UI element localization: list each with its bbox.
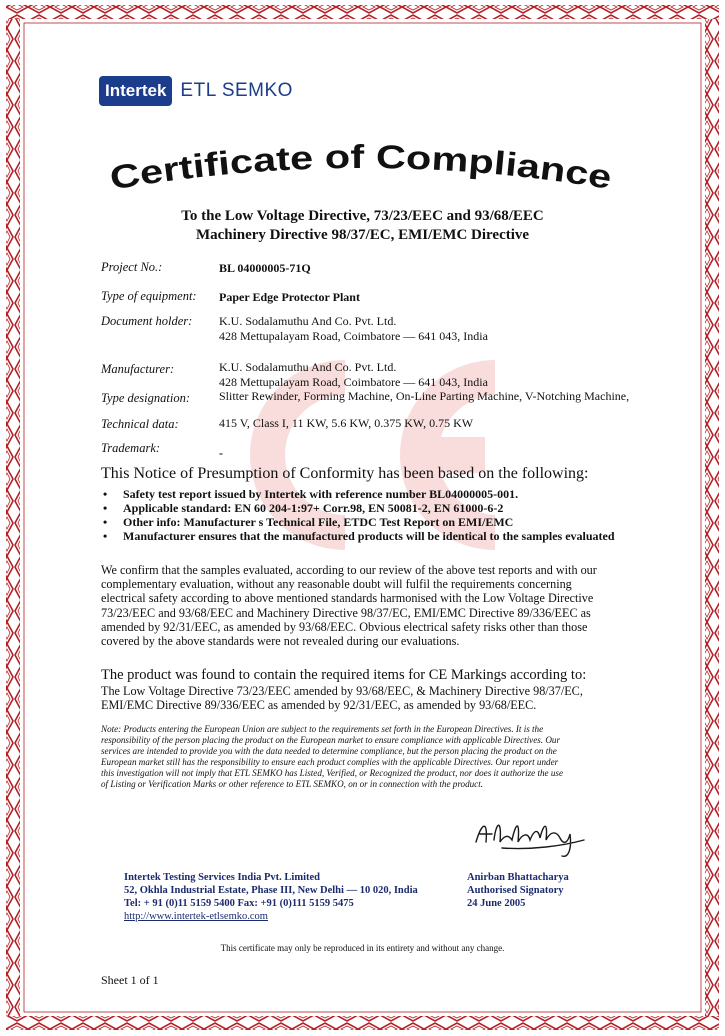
note-line: responsibility of the person placing the product on the European market to ensure compliance with applicable Directives. Our (101, 735, 560, 745)
basis-item: • Applicable standard: EN 60 204-1:97+ Corr.98, EN 50081-2, EN 61000-6-2 (101, 501, 661, 515)
ce-marking-line: The Low Voltage Directive 73/23/EEC amended by 93/68/EEC, & Machinery Directive 98/37/EC, (101, 684, 583, 698)
basis-item: • Safety test report issued by Intertek with reference number BL04000005-001. (101, 487, 661, 501)
confirmation-line: 73/23/EEC and 93/68/EEC and Machinery Directive 98/37/EC, EMI/EMC Directive 89/336/EEC as (101, 605, 591, 620)
signatory-name: Anirban Bhattacharya (467, 872, 569, 883)
logo-sub: ETL SEMKO (180, 80, 293, 101)
confirmation-line: electrical safety according to above mentioned standards harmonised with the Low Voltage Directive (101, 591, 594, 606)
legal-note (101, 724, 626, 790)
note-line: Note: Products entering the European Union are subject to the requirements set forth in the European Directives. It is the (101, 724, 544, 734)
basis-list (101, 487, 661, 543)
manufacturer-name: K.U. Sodalamuthu And Co. Pvt. Ltd. (219, 360, 397, 374)
intertek-logo (99, 76, 293, 106)
note-line: European market still has the responsibility to ensure each product complies with the applicable Directives. Our report under (101, 757, 559, 767)
signatory-block (467, 871, 569, 910)
reproduction-notice: This certificate may only be reproduced in its entirety and without any change. (220, 943, 505, 953)
handwritten-signature (472, 812, 592, 862)
field-value-equipment: Paper Edge Protector Plant (219, 290, 360, 304)
ce-marking-line: EMI/EMC Directive 89/336/EEC as amended by 92/31/EEC, as amended by 93/68/EEC. (101, 698, 537, 713)
confirmation-line: complementary evaluation, without any reasonable doubt will fulfil the requirements concerning (101, 577, 572, 592)
ce-marking-paragraph (101, 684, 641, 712)
confirmation-line: We confirm that the samples evaluated, according to our review of the above test reports and with our (101, 563, 597, 577)
field-value-project-no: BL 04000005-71Q (219, 261, 311, 275)
field-label-trademark: Trademark: (101, 441, 161, 455)
directive-line-1: To the Low Voltage Directive, 73/23/EEC and 93/68/EEC (181, 208, 544, 224)
signatory-title: Authorised Signatory (467, 885, 564, 896)
signatory-date: 24 June 2005 (467, 898, 526, 909)
issuer-contact: Tel: + 91 (0)11 5159 5400 Fax: +91 (0)111 5159 5475 (124, 898, 354, 909)
field-label-technical-data: Technical data: (101, 417, 179, 431)
field-value-manufacturer (219, 360, 488, 390)
manufacturer-address: 428 Mettupalayam Road, Coimbatore — 641 043, India (219, 375, 488, 389)
holder-address: 428 Mettupalayam Road, Coimbatore — 641 043, India (219, 329, 488, 343)
basis-item: • Other info: Manufacturer s Technical File, ETDC Test Report on EMI/EMC (101, 515, 661, 529)
svg-text:Certificate of Compliance: Certificate of Compliance (107, 137, 610, 197)
field-value-trademark: - (219, 446, 223, 460)
issuer-name: Intertek Testing Services India Pvt. Limited (124, 872, 320, 883)
field-label-type-designation: Type designation: (101, 391, 190, 405)
holder-name: K.U. Sodalamuthu And Co. Pvt. Ltd. (219, 314, 397, 328)
note-line: this investigation will not imply that ETL SEMKO has Listed, Verified, or Recognized the product, nor does it authorize the use (101, 768, 563, 778)
sheet-number: Sheet 1 of 1 (101, 973, 159, 987)
directive-line-2: Machinery Directive 98/37/EC, EMI/EMC Directive (195, 227, 530, 243)
notice-heading: This Notice of Presumption of Conformity has been based on the following: (101, 465, 589, 482)
field-value-type-designation: Slitter Rewinder, Forming Machine, On-Line Parting Machine, V-Notching Machine, (219, 389, 630, 403)
field-label-document-holder: Document holder: (101, 314, 193, 328)
ce-marking-heading: The product was found to contain the required items for CE Markings according to: (101, 667, 587, 683)
issuer-address: 52, Okhla Industrial Estate, Phase III, New Delhi — 10 020, India (124, 885, 418, 896)
confirmation-line: covered by the above standards were not revealed during our evaluations. (101, 634, 460, 649)
logo-brand: Intertek (99, 76, 172, 106)
confirmation-paragraph (101, 563, 641, 648)
issuer-block (124, 871, 418, 923)
field-label-manufacturer: Manufacturer: (101, 362, 175, 376)
basis-item: • Manufacturer ensures that the manufactured products will be identical to the samples evaluated (101, 529, 661, 543)
note-line: of Listing or Verification Marks or other reference to ETL SEMKO, on or in connection with the product. (101, 779, 483, 789)
issuer-website-link[interactable]: http://www.intertek-etlsemko.com (124, 911, 268, 922)
field-value-document-holder (219, 314, 488, 344)
certificate-title (100, 128, 625, 198)
note-line: services are intended to provide you with the data needed to determine compliance, but the person placing the product on the (101, 746, 557, 756)
confirmation-line: amended by 92/31/EEC, as amended by 93/68/EEC. Obvious electrical safety risks other than those (101, 619, 588, 634)
field-label-project-no: Project No.: (101, 260, 163, 274)
field-value-technical-data: 415 V, Class I, 11 KW, 5.6 KW, 0.375 KW, 0.75 KW (219, 416, 474, 430)
field-label-equipment: Type of equipment: (101, 289, 197, 303)
